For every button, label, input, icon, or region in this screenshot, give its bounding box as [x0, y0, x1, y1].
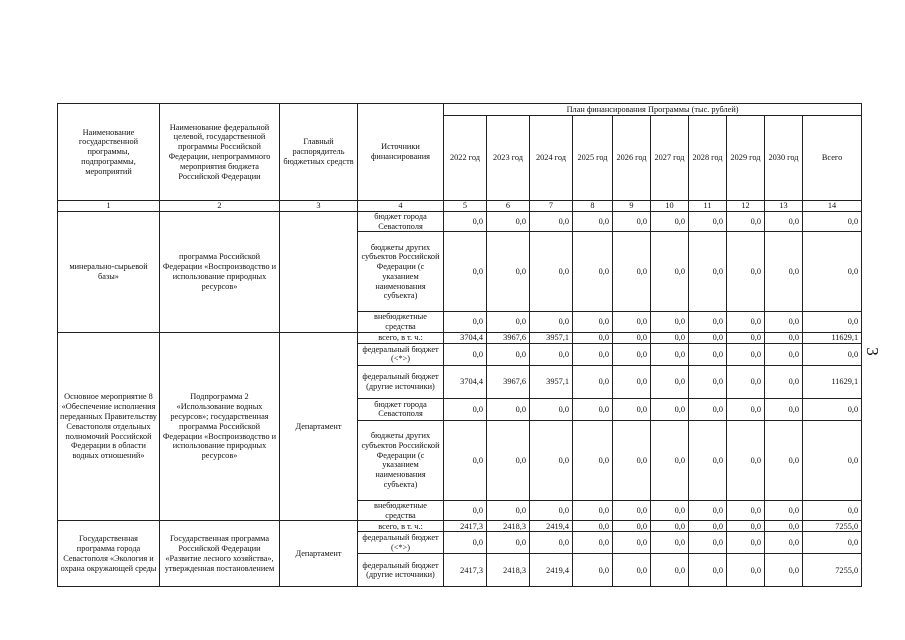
amount-cell: 0,0 — [487, 398, 530, 420]
amount-cell: 0,0 — [613, 554, 651, 587]
amount-cell: 0,0 — [689, 332, 727, 343]
header-program-name: Наименование государственной программы, подпрограммы, мероприятий — [58, 104, 160, 201]
total-value-cell: 7255,0 — [803, 521, 862, 532]
federal-program-cell: программа Российской Федерации «Воспроизводство и использование природных ресурсов» — [160, 211, 280, 332]
amount-cell: 3967,6 — [487, 365, 530, 398]
amount-cell: 0,0 — [651, 500, 689, 521]
amount-cell: 0,0 — [765, 532, 803, 554]
amount-cell: 0,0 — [765, 398, 803, 420]
column-index: 5 — [444, 201, 487, 212]
amount-cell: 0,0 — [573, 500, 613, 521]
amount-cell: 0,0 — [487, 232, 530, 312]
amount-cell: 0,0 — [727, 312, 765, 333]
amount-cell: 0,0 — [613, 312, 651, 333]
funding-source-cell: бюджет города Севастополя — [358, 398, 444, 420]
table-row — [58, 521, 862, 532]
amount-cell: 0,0 — [765, 500, 803, 521]
funding-source-cell: федеральный бюджет (<*>) — [358, 343, 444, 365]
federal-program-cell: Подпрограмма 2 «Использование водных ресурсов»; государственная программа Российской Федерации «Воспроизводство и использование природных ресурсов» — [160, 332, 280, 521]
amount-cell: 0,0 — [613, 365, 651, 398]
header-federal-program: Наименование федеральной целевой, государственной программы Российской Федерации, непрограммного мероприятия бюджета Российской Федерации — [160, 104, 280, 201]
amount-cell: 0,0 — [530, 312, 573, 333]
column-index: 9 — [613, 201, 651, 212]
total-value-cell: 11629,1 — [803, 332, 862, 343]
amount-cell: 2417,3 — [444, 521, 487, 532]
amount-cell: 3704,4 — [444, 365, 487, 398]
amount-cell: 0,0 — [444, 532, 487, 554]
amount-cell: 0,0 — [727, 554, 765, 587]
amount-cell: 0,0 — [727, 521, 765, 532]
amount-cell: 0,0 — [530, 211, 573, 232]
amount-cell: 0,0 — [689, 521, 727, 532]
amount-cell: 0,0 — [530, 420, 573, 500]
amount-cell: 0,0 — [651, 312, 689, 333]
amount-cell: 0,0 — [573, 532, 613, 554]
budget-administrator-cell: Департамент — [280, 521, 358, 587]
funding-source-cell: федеральный бюджет (<*>) — [358, 532, 444, 554]
amount-cell: 0,0 — [689, 365, 727, 398]
header-budget-administrator: Главный распорядитель бюджетных средств — [280, 104, 358, 201]
amount-cell: 0,0 — [444, 398, 487, 420]
funding-source-cell: бюджеты других субъектов Российской Федерации (с указанием наименования субъекта) — [358, 420, 444, 500]
column-index: 3 — [280, 201, 358, 212]
amount-cell: 0,0 — [651, 343, 689, 365]
amount-cell: 0,0 — [573, 343, 613, 365]
amount-cell: 0,0 — [651, 232, 689, 312]
amount-cell: 0,0 — [530, 398, 573, 420]
total-value-cell: 0,0 — [803, 232, 862, 312]
amount-cell: 0,0 — [530, 343, 573, 365]
amount-cell: 0,0 — [727, 232, 765, 312]
amount-cell: 0,0 — [444, 232, 487, 312]
amount-cell: 0,0 — [487, 532, 530, 554]
amount-cell: 0,0 — [765, 521, 803, 532]
amount-cell: 2417,3 — [444, 554, 487, 587]
federal-program-cell: Государственная программа Российской Федерации «Развитие лесного хозяйства», утвержденная постановлением — [160, 521, 280, 587]
page-number: 3 — [862, 347, 882, 356]
amount-cell: 0,0 — [573, 312, 613, 333]
amount-cell: 0,0 — [651, 365, 689, 398]
year-header: 2025 год — [573, 116, 613, 201]
amount-cell: 0,0 — [765, 343, 803, 365]
funding-source-cell: всего, в т. ч.: — [358, 521, 444, 532]
amount-cell: 3957,1 — [530, 332, 573, 343]
amount-cell: 0,0 — [727, 211, 765, 232]
amount-cell: 0,0 — [487, 211, 530, 232]
funding-source-cell: федеральный бюджет (другие источники) — [358, 365, 444, 398]
amount-cell: 0,0 — [613, 343, 651, 365]
total-value-cell: 0,0 — [803, 420, 862, 500]
amount-cell: 0,0 — [444, 343, 487, 365]
amount-cell: 2419,4 — [530, 521, 573, 532]
amount-cell: 2418,3 — [487, 521, 530, 532]
year-header: 2027 год — [651, 116, 689, 201]
funding-source-cell: внебюджетные средства — [358, 500, 444, 521]
amount-cell: 0,0 — [765, 365, 803, 398]
amount-cell: 0,0 — [689, 312, 727, 333]
table-row — [58, 211, 862, 232]
funding-source-cell: внебюджетные средства — [358, 312, 444, 333]
header-financing-plan: План финансирования Программы (тыс. рублей) — [444, 104, 862, 116]
amount-cell: 2419,4 — [530, 554, 573, 587]
amount-cell: 0,0 — [651, 532, 689, 554]
amount-cell: 0,0 — [573, 332, 613, 343]
amount-cell: 0,0 — [651, 332, 689, 343]
amount-cell: 0,0 — [613, 211, 651, 232]
column-index: 11 — [689, 201, 727, 212]
total-value-cell: 0,0 — [803, 211, 862, 232]
column-index: 4 — [358, 201, 444, 212]
amount-cell: 0,0 — [487, 343, 530, 365]
financing-table — [57, 103, 862, 587]
program-name-cell: Государственная программа города Севастополя «Экология и охрана окружающей среды — [58, 521, 160, 587]
amount-cell: 0,0 — [613, 420, 651, 500]
amount-cell: 0,0 — [689, 343, 727, 365]
column-index: 2 — [160, 201, 280, 212]
amount-cell: 0,0 — [727, 532, 765, 554]
amount-cell: 0,0 — [727, 398, 765, 420]
amount-cell: 0,0 — [487, 420, 530, 500]
amount-cell: 0,0 — [689, 500, 727, 521]
program-name-cell: минерально-сырьевой базы» — [58, 211, 160, 332]
total-value-cell: 0,0 — [803, 398, 862, 420]
amount-cell: 0,0 — [689, 554, 727, 587]
total-value-cell: 7255,0 — [803, 554, 862, 587]
amount-cell: 0,0 — [651, 554, 689, 587]
amount-cell: 0,0 — [444, 500, 487, 521]
amount-cell: 0,0 — [613, 398, 651, 420]
column-index: 12 — [727, 201, 765, 212]
amount-cell: 0,0 — [487, 312, 530, 333]
table-row — [58, 332, 862, 343]
header-funding-source: Источники финансирования — [358, 104, 444, 201]
funding-source-cell: федеральный бюджет (другие источники) — [358, 554, 444, 587]
amount-cell: 0,0 — [689, 232, 727, 312]
funding-source-cell: бюджет города Севастополя — [358, 211, 444, 232]
amount-cell: 0,0 — [573, 420, 613, 500]
amount-cell: 0,0 — [689, 420, 727, 500]
budget-administrator-cell — [280, 211, 358, 332]
amount-cell: 0,0 — [444, 312, 487, 333]
amount-cell: 0,0 — [689, 211, 727, 232]
year-header: 2024 год — [530, 116, 573, 201]
amount-cell: 0,0 — [573, 365, 613, 398]
amount-cell: 0,0 — [765, 554, 803, 587]
amount-cell: 0,0 — [573, 398, 613, 420]
amount-cell: 0,0 — [613, 500, 651, 521]
amount-cell: 0,0 — [530, 532, 573, 554]
amount-cell: 0,0 — [765, 312, 803, 333]
amount-cell: 3704,4 — [444, 332, 487, 343]
year-header: 2028 год — [689, 116, 727, 201]
amount-cell: 0,0 — [689, 398, 727, 420]
total-value-cell: 0,0 — [803, 532, 862, 554]
total-value-cell: 11629,1 — [803, 365, 862, 398]
column-index: 8 — [573, 201, 613, 212]
column-index: 6 — [487, 201, 530, 212]
amount-cell: 0,0 — [573, 521, 613, 532]
amount-cell: 3967,6 — [487, 332, 530, 343]
amount-cell: 0,0 — [573, 554, 613, 587]
year-header: 2023 год — [487, 116, 530, 201]
amount-cell: 0,0 — [530, 232, 573, 312]
column-index: 7 — [530, 201, 573, 212]
header-row — [58, 104, 862, 116]
total-value-cell: 0,0 — [803, 343, 862, 365]
year-header: 2026 год — [613, 116, 651, 201]
total-header: Всего — [803, 116, 862, 201]
amount-cell: 0,0 — [613, 521, 651, 532]
amount-cell: 0,0 — [444, 420, 487, 500]
amount-cell: 0,0 — [651, 420, 689, 500]
amount-cell: 0,0 — [651, 521, 689, 532]
amount-cell: 0,0 — [613, 532, 651, 554]
amount-cell: 0,0 — [765, 332, 803, 343]
column-index: 14 — [803, 201, 862, 212]
amount-cell: 0,0 — [651, 211, 689, 232]
amount-cell: 0,0 — [727, 420, 765, 500]
column-index-row — [58, 201, 862, 212]
amount-cell: 0,0 — [689, 532, 727, 554]
column-index: 13 — [765, 201, 803, 212]
total-value-cell: 0,0 — [803, 500, 862, 521]
amount-cell: 0,0 — [727, 343, 765, 365]
column-index: 10 — [651, 201, 689, 212]
year-header: 2029 год — [727, 116, 765, 201]
amount-cell: 0,0 — [765, 232, 803, 312]
amount-cell: 0,0 — [651, 398, 689, 420]
amount-cell: 3957,1 — [530, 365, 573, 398]
funding-source-cell: бюджеты других субъектов Российской Федерации (с указанием наименования субъекта) — [358, 232, 444, 312]
year-header: 2030 год — [765, 116, 803, 201]
amount-cell: 0,0 — [444, 211, 487, 232]
year-header: 2022 год — [444, 116, 487, 201]
budget-administrator-cell: Департамент — [280, 332, 358, 521]
amount-cell: 0,0 — [613, 332, 651, 343]
amount-cell: 0,0 — [530, 500, 573, 521]
amount-cell: 2418,3 — [487, 554, 530, 587]
amount-cell: 0,0 — [727, 332, 765, 343]
amount-cell: 0,0 — [573, 211, 613, 232]
amount-cell: 0,0 — [765, 211, 803, 232]
amount-cell: 0,0 — [765, 420, 803, 500]
total-value-cell: 0,0 — [803, 312, 862, 333]
amount-cell: 0,0 — [727, 500, 765, 521]
program-name-cell: Основное мероприятие 8 «Обеспечение исполнения переданных Правительству Севастополя отдельных полномочий Российской Федерации в области водных отношений» — [58, 332, 160, 521]
column-index: 1 — [58, 201, 160, 212]
amount-cell: 0,0 — [573, 232, 613, 312]
funding-source-cell: всего, в т. ч.: — [358, 332, 444, 343]
amount-cell: 0,0 — [487, 500, 530, 521]
amount-cell: 0,0 — [727, 365, 765, 398]
amount-cell: 0,0 — [613, 232, 651, 312]
